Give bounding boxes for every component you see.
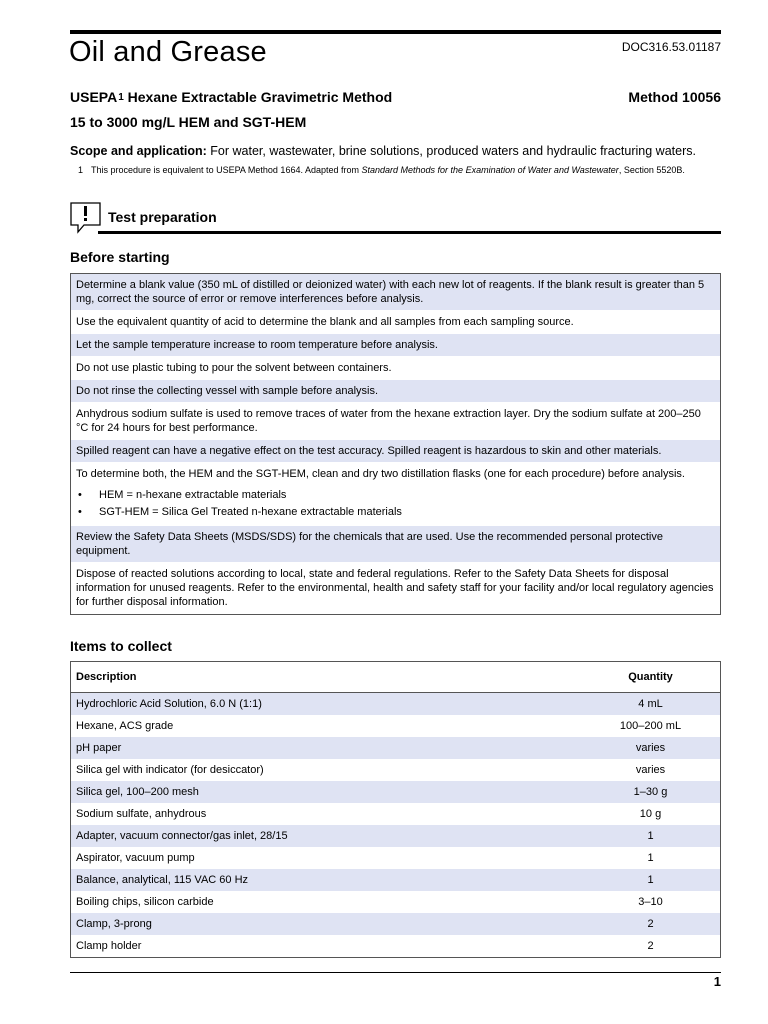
before-starting-table [70,273,721,615]
table-row [71,891,720,913]
note-row-text: To determine both, the HEM and the SGT-HEM, clean and dry two distillation flasks (one for each procedure) before analysis. [76,468,685,480]
method-subtitle [70,89,392,105]
item-quantity: varies [635,764,666,776]
item-quantity: 1–30 g [633,786,668,798]
note-row: Anhydrous sodium sulfate is used to remove traces of water from the hexane extraction layer. Dry the sodium sulfate at 200–250 °C for 24 hours for best performance. [71,403,720,440]
table-row [71,913,720,935]
section-test-preparation [70,202,721,234]
footnote-number: 1 [78,165,84,175]
items-table [70,661,721,958]
section-label: Test preparation [108,209,217,225]
item-quantity: varies [635,742,666,754]
table-row [71,935,720,957]
table-row [71,847,720,869]
caution-icon [70,202,104,234]
item-quantity: 2 [647,918,654,930]
column-header-quantity: Quantity [628,671,673,683]
item-description: Adapter, vacuum connector/gas inlet, 28/15 [76,830,288,842]
note-row: Dispose of reacted solutions according to local, state and federal regulations. Refer to the Safety Data Sheets for disposal information for unused reagents. Refer to the environmental, health and safety staff for your facility and/or local regulatory agencies for further disposal information. [71,563,720,614]
bullet-item: • HEM = n-hexane extractable materials [76,487,715,504]
table-row [71,693,720,715]
item-description: Hydrochloric Acid Solution, 6.0 N (1:1) [76,698,262,710]
table-row [71,781,720,803]
item-description: Balance, analytical, 115 VAC 60 Hz [76,874,249,886]
footnote-ref[interactable]: 1 [118,92,124,103]
note-row: Do not rinse the collecting vessel with sample before analysis. [71,380,720,403]
item-description: Aspirator, vacuum pump [76,852,195,864]
note-row: Determine a blank value (350 mL of distilled or deionized water) with each new lot of reagents. If the blank result is greater than 5 mg, correct the source of error or remove interferences before analysis. [71,274,720,311]
subtitle-prefix: USEPA [70,89,118,105]
item-quantity: 10 g [639,808,662,820]
note-row: Review the Safety Data Sheets (MSDS/SDS) for the chemicals that are used. Use the recommended personal protective equipment. [71,526,720,563]
bullet-list [76,487,715,521]
page-number: 1 [713,974,721,989]
item-description: Clamp, 3-prong [76,918,152,930]
item-quantity: 2 [647,940,654,952]
item-description: pH paper [76,742,122,754]
table-row [71,759,720,781]
subtitle-rest: Hexane Extractable Gravimetric Method [123,89,393,105]
items-heading: Items to collect [70,638,172,654]
item-description: Sodium sulfate, anhydrous [76,808,207,820]
footnote-text-before: This procedure is equivalent to USEPA Method 1664. Adapted from [91,165,362,175]
item-quantity: 1 [647,852,654,864]
note-row: Let the sample temperature increase to room temperature before analysis. [71,334,720,357]
section-rule [98,231,721,234]
item-description: Silica gel, 100–200 mesh [76,786,199,798]
method-number: Method 10056 [628,89,721,105]
item-quantity: 1 [647,830,654,842]
items-table-header [71,662,720,693]
table-row [71,825,720,847]
scope-label: Scope and application: [70,144,207,158]
footnote-text-after: , Section 5520B. [618,165,685,175]
item-quantity: 4 mL [638,698,663,710]
table-row [71,869,720,891]
item-description: Clamp holder [76,940,142,952]
footnote-italic: Standard Methods for the Examination of Water and Wastewater [361,165,619,175]
item-quantity: 100–200 mL [619,720,682,732]
footnote-text [91,164,718,176]
note-row-with-bullets [71,463,720,526]
note-row: Do not use plastic tubing to pour the solvent between containers. [71,357,720,380]
scope-statement [70,144,696,158]
items-table-body [71,693,720,957]
item-description: Boiling chips, silicon carbide [76,896,214,908]
footer-rule [70,972,721,973]
bullet-item: • SGT-HEM = Silica Gel Treated n-hexane extractable materials [76,504,715,521]
table-row [71,737,720,759]
table-row [71,715,720,737]
doc-number: DOC316.53.01187 [621,40,721,54]
column-header-description: Description [76,671,137,683]
item-description: Silica gel with indicator (for desiccator) [76,764,264,776]
item-description: Hexane, ACS grade [76,720,174,732]
range-heading: 15 to 3000 mg/L HEM and SGT-HEM [70,114,307,130]
item-quantity: 1 [647,874,654,886]
before-starting-heading: Before starting [70,249,170,265]
note-row: Use the equivalent quantity of acid to determine the blank and all samples from each sampling source. [71,311,720,334]
note-row: Spilled reagent can have a negative effect on the test accuracy. Spilled reagent is hazardous to skin and other materials. [71,440,720,463]
item-quantity: 3–10 [638,896,663,908]
top-rule [70,30,721,34]
footnote [78,164,718,176]
table-row [71,803,720,825]
scope-text: For water, wastewater, brine solutions, produced waters and hydraulic fracturing waters. [206,144,696,158]
page-title: Oil and Grease [69,36,267,68]
